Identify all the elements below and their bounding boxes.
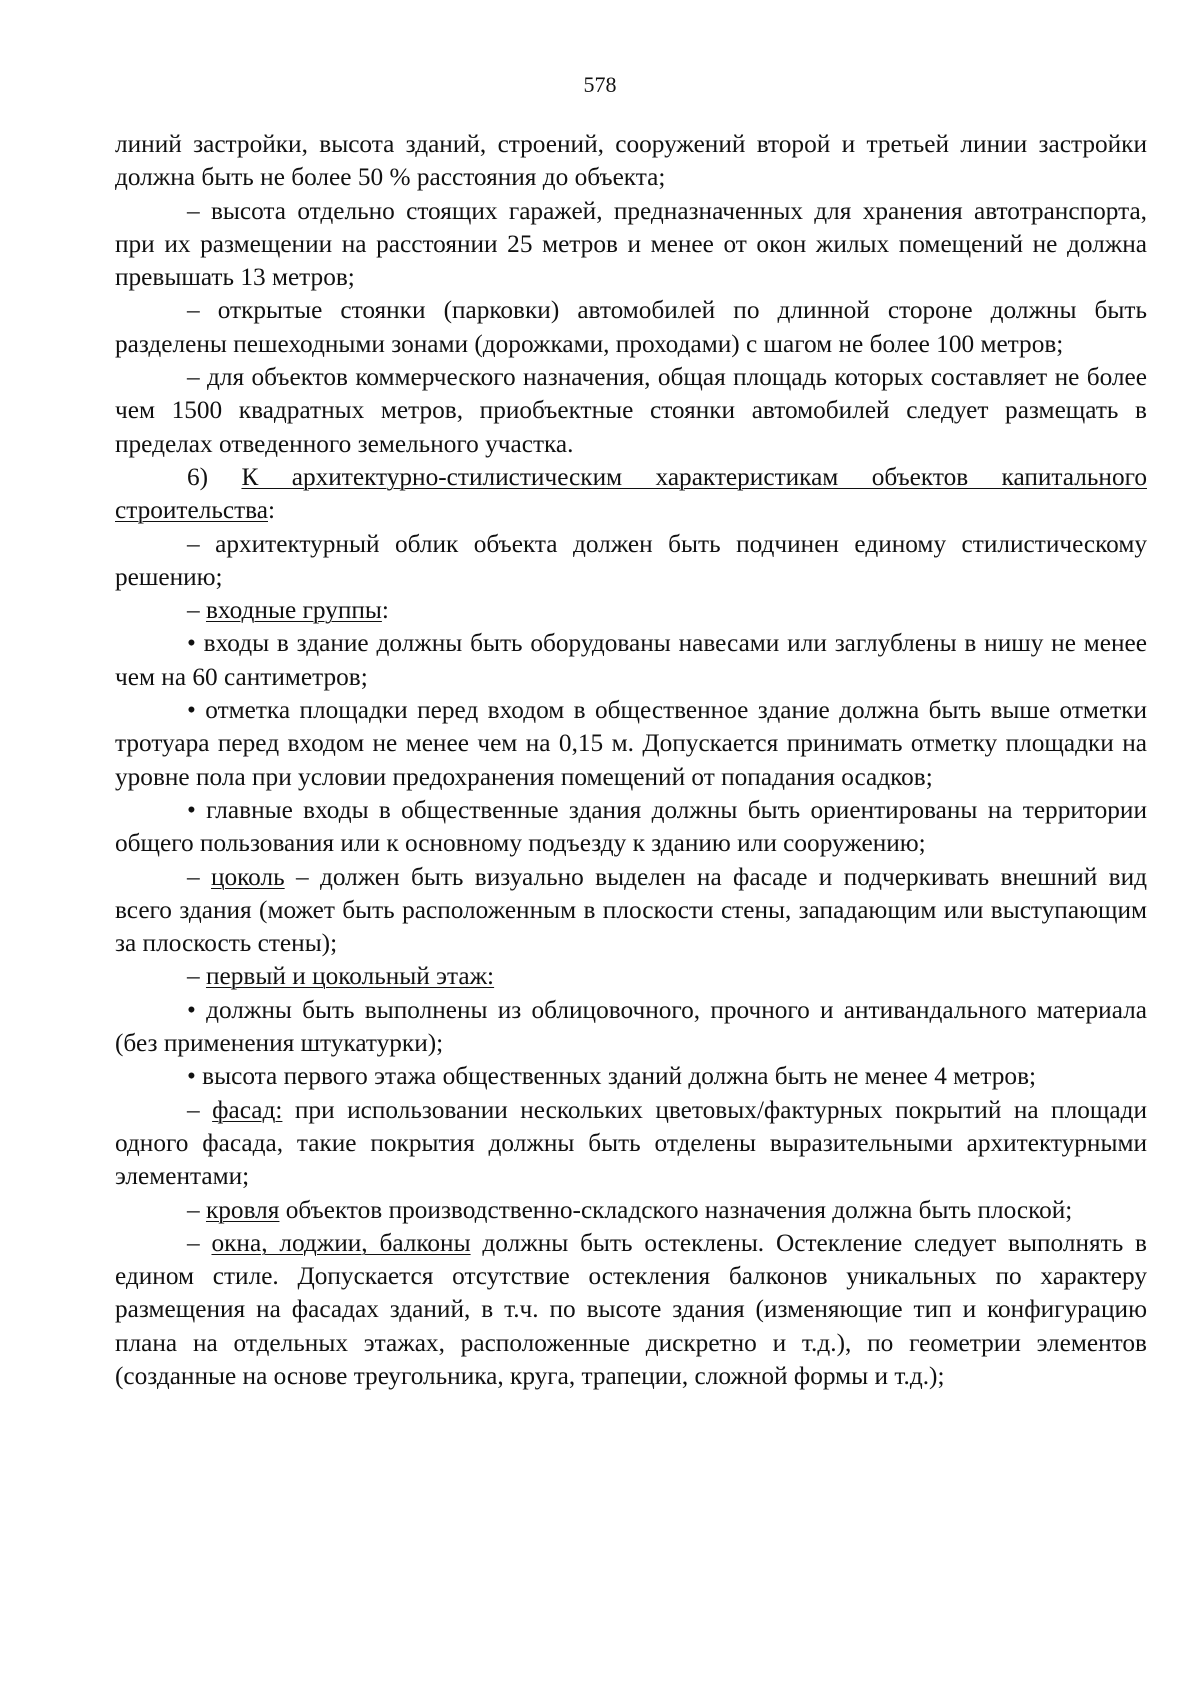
paragraph-12 bbox=[115, 960, 1147, 993]
paragraph-8: • входы в здание должны быть оборудованы навесами или заглублены в нишу не менее чем на 60 сантиметров; bbox=[115, 629, 1147, 691]
paragraph-3: – открытые стоянки (парковки) автомобилей по длинной стороне должны быть разделены пешеходными зонами (дорожками, проходами) с шагом не более 100 метров; bbox=[115, 296, 1147, 358]
paragraph-15 bbox=[115, 1094, 1147, 1194]
paragraph-14: • высота первого этажа общественных зданий должна быть не менее 4 метров; bbox=[187, 1062, 1037, 1091]
paragraph-11-suffix: – должен быть визуально выделен на фасаде и подчеркивать внешний вид всего здания (может быть расположенным в плоскости стены, западающим или выступающим за плоскость стены); bbox=[115, 862, 1147, 958]
paragraph-7-underlined-term: входные группы bbox=[205, 596, 382, 625]
paragraph-12-underlined-term: первый и цокольный этаж: bbox=[205, 962, 495, 991]
paragraph-10: • главные входы в общественные здания должны быть ориентированы на территории общего пользования или к основному подъезду к зданию или сооружению; bbox=[115, 795, 1147, 858]
paragraph-16 bbox=[115, 1194, 1147, 1227]
paragraph-13: • должны быть выполнены из облицовочного, прочного и антивандального материала (без применения штукатурки); bbox=[115, 995, 1147, 1058]
paragraph-6: – архитектурный облик объекта должен быть подчинен единому стилистическому решению; bbox=[115, 529, 1147, 591]
paragraph-11-prefix: – bbox=[187, 862, 211, 891]
paragraph-2: – высота отдельно стоящих гаражей, предназначенных для хранения автотранспорта, при их размещении на расстоянии 25 метров и менее от окон жилых помещений не должна превышать 13 метров; bbox=[115, 196, 1147, 292]
paragraph-12-prefix: – bbox=[187, 962, 206, 991]
paragraph-17-prefix: – bbox=[187, 1228, 212, 1257]
paragraph-16-underlined-term: кровля bbox=[205, 1195, 280, 1224]
paragraph-7-prefix: – bbox=[187, 596, 206, 625]
paragraph-5 bbox=[115, 461, 1147, 528]
paragraph-16-prefix: – bbox=[187, 1195, 206, 1224]
paragraph-15-prefix: – bbox=[187, 1095, 213, 1124]
paragraph-15-suffix: при использовании нескольких цветовых/фактурных покрытий на площади одного фасада, такие покрытия должны быть отделены выразительными архитектурными элементами; bbox=[115, 1095, 1147, 1191]
paragraph-15-underlined-term: фасад: bbox=[212, 1095, 283, 1124]
paragraph-5-suffix: : bbox=[268, 496, 276, 525]
paragraph-4: – для объектов коммерческого назначения, общая площадь которых составляет не более чем 1500 квадратных метров, приобъектные стоянки автомобилей следует размещать в пределах отведенного земельного участка. bbox=[115, 363, 1147, 458]
paragraph-7 bbox=[115, 594, 1147, 627]
paragraph-7-suffix: : bbox=[381, 596, 389, 625]
page-number: 578 bbox=[583, 72, 617, 97]
paragraph-17-underlined-term: окна, лоджии, балконы bbox=[211, 1228, 471, 1257]
paragraph-17-suffix: должны быть остеклены. Остекление следует выполнять в едином стиле. Допускается отсутствие остекления балконов уникальных по характеру размещения на фасадах зданий, в т.ч. по высоте здания (изменяющие тип и конфигурацию плана на отдельных этажах, расположенные дискретно и т.д.), по геометрии элементов (созданные на основе треугольника, круга, трапеции, сложной формы и т.д.); bbox=[115, 1228, 1147, 1390]
paragraph-11-underlined-term: цоколь bbox=[210, 862, 285, 891]
paragraph-17 bbox=[115, 1227, 1147, 1393]
paragraph-11 bbox=[115, 861, 1147, 961]
document-body bbox=[115, 128, 1147, 1393]
paragraph-16-suffix: объектов производственно-складского назначения должна быть плоской; bbox=[279, 1195, 1073, 1224]
paragraph-9: • отметка площадки перед входом в общественное здание должна быть выше отметки тротуара перед входом не менее чем на 0,15 м. Допускается принимать отметку площадки на уровне пола при условии предохранения помещений от попадания осадков; bbox=[115, 696, 1147, 791]
paragraph-1: линий застройки, высота зданий, строений, сооружений второй и третьей линии застройки должна быть не более 50 % расстояния до объекта; bbox=[115, 130, 1147, 192]
paragraph-5-prefix: 6) bbox=[187, 462, 242, 491]
paragraph-5-underlined-heading: К архитектурно-стилистическим характеристикам объектов капитального строительства bbox=[115, 462, 1147, 525]
